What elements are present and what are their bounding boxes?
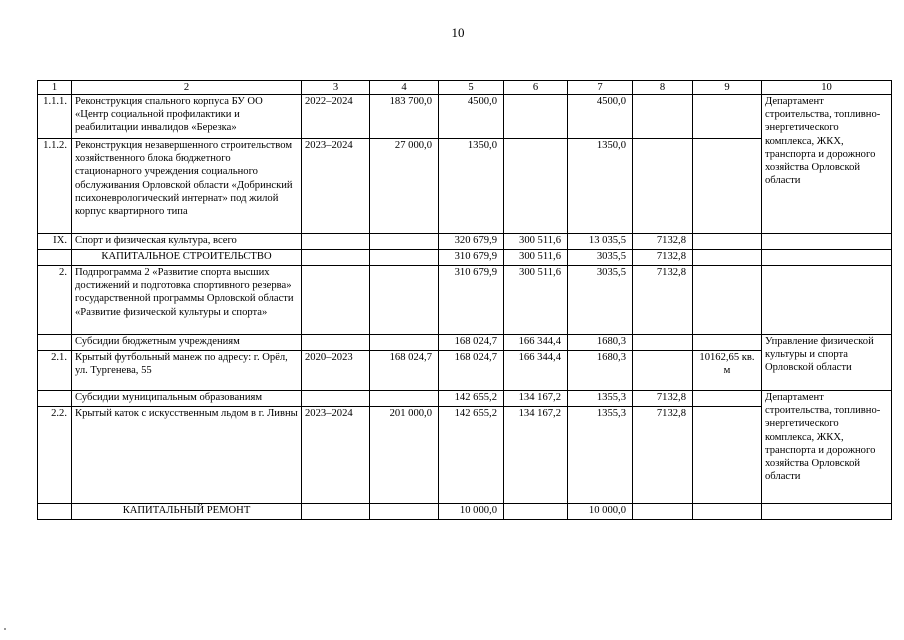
federal-cell: 134 167,2 [504,407,568,504]
column-header: 1 [38,81,72,95]
total-cell: 4500,0 [439,95,504,139]
federal-cell: 134 167,2 [504,391,568,407]
capacity-cell [693,266,762,335]
column-header: 8 [633,81,693,95]
total-cell: 168 024,7 [439,351,504,391]
period-cell [302,266,370,335]
total-cell: 142 655,2 [439,391,504,407]
table-row [38,504,892,520]
section-heading: КАПИТАЛЬНОЕ СТРОИТЕЛЬСТВО [72,250,302,266]
federal-cell: 166 344,4 [504,351,568,391]
period-cell [302,234,370,250]
object-name: Крытый футбольный манеж по адресу: г. Орёл, ул. Тургенева, 55 [72,351,302,391]
capacity-cell [693,95,762,139]
column-header: 10 [762,81,892,95]
municipal-cell: 7132,8 [633,234,693,250]
period-cell: 2020–2023 [302,351,370,391]
row-number: 1.1.1. [38,95,72,139]
municipal-cell [633,335,693,351]
table-row [38,250,892,266]
municipal-cell [633,139,693,234]
row-number: 2. [38,266,72,335]
row-number: 2.2. [38,407,72,504]
federal-cell: 300 511,6 [504,250,568,266]
cost-cell [370,250,439,266]
column-header: 6 [504,81,568,95]
cost-cell: 168 024,7 [370,351,439,391]
total-cell: 1350,0 [439,139,504,234]
period-cell: 2023–2024 [302,407,370,504]
federal-cell: 300 511,6 [504,234,568,250]
executor-cell: Департамент строительства, топливно-энергетического комплекса, ЖКХ, транспорта и дорожного хозяйства Орловской области [762,95,892,234]
table-row [38,234,892,250]
capacity-cell [693,335,762,351]
cost-cell [370,504,439,520]
object-name: Реконструкция спального корпуса БУ ОО «Центр социальной профилактики и реабилитации инвалидов «Березка» [72,95,302,139]
object-name: Подпрограмма 2 «Развитие спорта высших достижений и подготовка спортивного резерва» государственной программы Орловской области «Развитие физической культуры и спорта» [72,266,302,335]
cost-cell [370,391,439,407]
regional-cell: 1355,3 [568,407,633,504]
column-header: 9 [693,81,762,95]
table-row [38,391,892,407]
executor-cell [762,234,892,250]
municipal-cell: 7132,8 [633,391,693,407]
federal-cell: 300 511,6 [504,266,568,335]
regional-cell: 1350,0 [568,139,633,234]
object-name: Крытый каток с искусственным льдом в г. Ливны [72,407,302,504]
row-number [38,335,72,351]
total-cell: 320 679,9 [439,234,504,250]
row-number [38,250,72,266]
object-name: Спорт и физическая культура, всего [72,234,302,250]
executor-cell: Управление физической культуры и спорта Орловской области [762,335,892,391]
row-number: IX. [38,234,72,250]
period-cell [302,504,370,520]
total-cell: 10 000,0 [439,504,504,520]
total-cell: 310 679,9 [439,250,504,266]
federal-cell [504,139,568,234]
municipal-cell: 7132,8 [633,250,693,266]
capacity-cell [693,234,762,250]
capacity-cell [693,139,762,234]
cost-cell: 183 700,0 [370,95,439,139]
table-row [38,266,892,335]
total-cell: 168 024,7 [439,335,504,351]
cost-cell: 27 000,0 [370,139,439,234]
municipal-cell [633,504,693,520]
executor-cell [762,266,892,335]
period-cell [302,250,370,266]
period-cell [302,335,370,351]
regional-cell: 1355,3 [568,391,633,407]
row-number: 2.1. [38,351,72,391]
column-number-row [38,81,892,95]
object-name: Реконструкция незавершенного строительством хозяйственного блока бюджетного стационарного учреждения социального обслуживания Орловской области «Добринский психоневрологический интернат» под жилой корпус квартирного типа [72,139,302,234]
column-header: 4 [370,81,439,95]
scan-speck [4,628,6,630]
column-header: 3 [302,81,370,95]
federal-cell [504,504,568,520]
budget-table [37,80,892,520]
executor-cell [762,250,892,266]
municipal-cell [633,351,693,391]
column-header: 5 [439,81,504,95]
regional-cell: 1680,3 [568,351,633,391]
capacity-cell [693,504,762,520]
regional-cell: 3035,5 [568,266,633,335]
column-header: 2 [72,81,302,95]
regional-cell: 13 035,5 [568,234,633,250]
total-cell: 142 655,2 [439,407,504,504]
municipal-cell: 7132,8 [633,266,693,335]
executor-cell: Департамент строительства, топливно-энергетического комплекса, ЖКХ, транспорта и дорожного хозяйства Орловской области [762,391,892,504]
cost-cell [370,234,439,250]
capacity-cell [693,250,762,266]
executor-cell [762,504,892,520]
row-number: 1.1.2. [38,139,72,234]
total-cell: 310 679,9 [439,266,504,335]
table-row [38,335,892,351]
capacity-cell: 10162,65 кв. м [693,351,762,391]
period-cell: 2022–2024 [302,95,370,139]
capacity-cell [693,391,762,407]
municipal-cell: 7132,8 [633,407,693,504]
period-cell: 2023–2024 [302,139,370,234]
row-number [38,504,72,520]
cost-cell [370,335,439,351]
federal-cell: 166 344,4 [504,335,568,351]
regional-cell: 10 000,0 [568,504,633,520]
row-number [38,391,72,407]
cost-cell: 201 000,0 [370,407,439,504]
object-name: Субсидии бюджетным учреждениям [72,335,302,351]
period-cell [302,391,370,407]
regional-cell: 1680,3 [568,335,633,351]
regional-cell: 4500,0 [568,95,633,139]
column-header: 7 [568,81,633,95]
capacity-cell [693,407,762,504]
object-name: Субсидии муниципальным образованиям [72,391,302,407]
cost-cell [370,266,439,335]
municipal-cell [633,95,693,139]
regional-cell: 3035,5 [568,250,633,266]
page-number: 10 [451,25,465,40]
section-heading: КАПИТАЛЬНЫЙ РЕМОНТ [72,504,302,520]
table-row [38,95,892,139]
federal-cell [504,95,568,139]
